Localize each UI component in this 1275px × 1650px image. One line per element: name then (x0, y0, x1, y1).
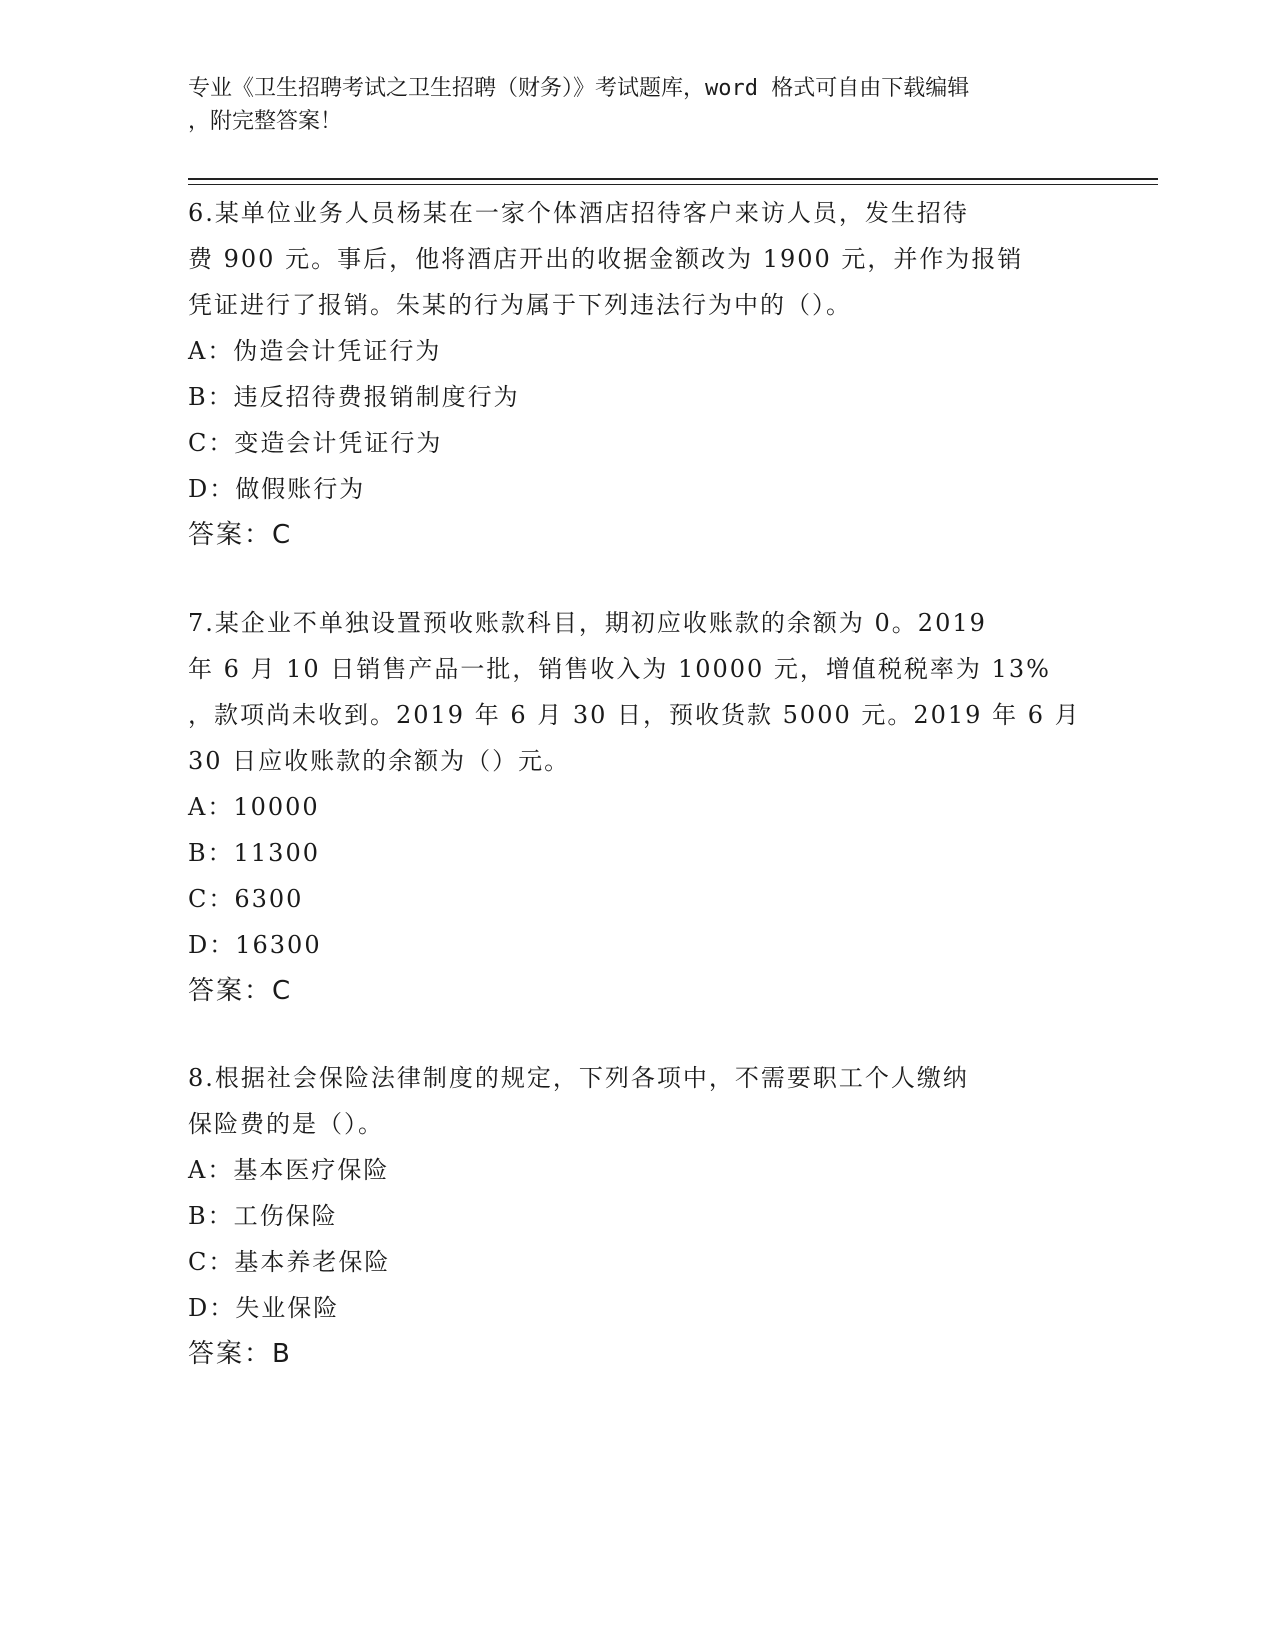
option-b: B：工伤保险 (188, 1202, 338, 1230)
question-stem-line: 凭证进行了报销。朱某的行为属于下列违法行为中的（）。 (188, 291, 852, 319)
question-stem-line: 8.根据社会保险法律制度的规定，下列各项中，不需要职工个人缴纳 (188, 1064, 969, 1092)
option-c: C：6300 (188, 885, 304, 913)
question-stem-line: 年 6 月 10 日销售产品一批，销售收入为 10000 元，增值税税率为 13% (188, 655, 1051, 683)
document-header (188, 72, 1088, 138)
option-c: C：变造会计凭证行为 (188, 429, 443, 457)
question-stem-line: 30 日应收账款的余额为（）元。 (188, 747, 571, 775)
question-stem-line: 费 900 元。事后，他将酒店开出的收据金额改为 1900 元，并作为报销 (188, 245, 1024, 273)
question-stem-line: 7.某企业不单独设置预收账款科目，期初应收账款的余额为 0。2019 (188, 609, 987, 637)
question-6 (188, 190, 1088, 558)
option-a: A：基本医疗保险 (188, 1156, 390, 1184)
option-b: B：违反招待费报销制度行为 (188, 383, 520, 411)
header-divider-thick (188, 178, 1158, 180)
option-a: A：10000 (188, 793, 320, 821)
question-8 (188, 1055, 1088, 1377)
question-stem-line: 保险费的是（）。 (188, 1110, 384, 1138)
answer: 答案：C (188, 520, 293, 550)
question-stem-line: ，款项尚未收到。2019 年 6 月 30 日，预收货款 5000 元。2019 年 6 月 (188, 701, 1081, 729)
header-line-1: 专业《卫生招聘考试之卫生招聘（财务）》考试题库，word 格式可自由下载编辑 (188, 76, 970, 101)
answer: 答案：B (188, 1339, 292, 1369)
option-d: D：做假账行为 (188, 475, 366, 503)
option-a: A：伪造会计凭证行为 (188, 337, 442, 365)
option-b: B：11300 (188, 839, 320, 867)
option-d: D：16300 (188, 931, 322, 959)
header-divider-thin (188, 184, 1158, 185)
answer: 答案：C (188, 976, 293, 1006)
option-c: C：基本养老保险 (188, 1248, 391, 1276)
question-stem-line: 6.某单位业务人员杨某在一家个体酒店招待客户来访人员，发生招待 (188, 199, 969, 227)
header-line-2: ，附完整答案！ (188, 109, 343, 134)
question-7 (188, 600, 1088, 1014)
option-d: D：失业保险 (188, 1294, 340, 1322)
